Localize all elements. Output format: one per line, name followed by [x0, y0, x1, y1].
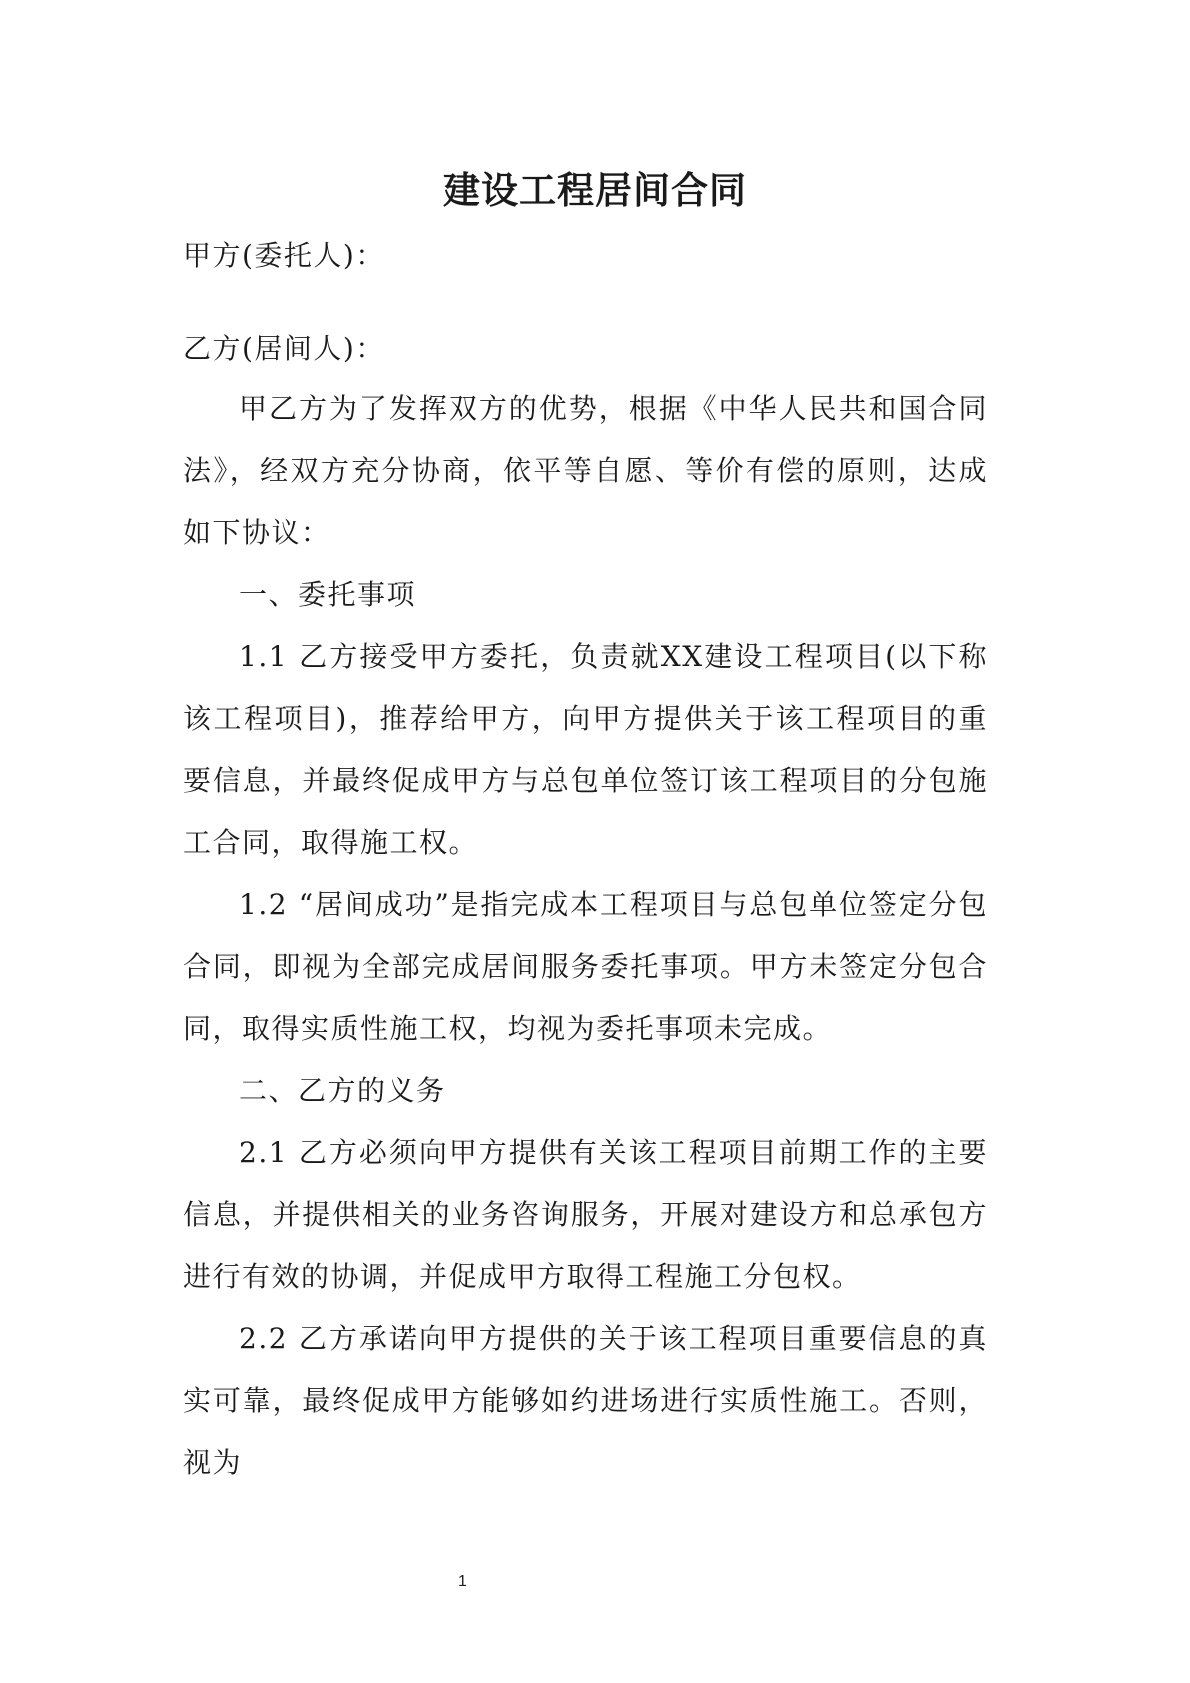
contract-body: [183, 378, 988, 1494]
clause-1-2: 1.2 “居间成功”是指完成本工程项目与总包单位签定分包合同，即视为全部完成居间服务委托事项。甲方未签定分包合同，取得实质性施工权，均视为委托事项未完成。: [183, 888, 988, 1045]
document-title: 建设工程居间合同: [443, 168, 747, 212]
section-heading-party-b-obligations: 二、乙方的义务: [239, 1074, 446, 1107]
party-a-line: 甲方(委托人)：: [183, 239, 385, 272]
clause-2-2: 2.2 乙方承诺向甲方提供的关于该工程项目重要信息的真实可靠，最终促成甲方能够如约进场进行实质性施工。否则，视为: [183, 1322, 988, 1479]
clause-1-1: 1.1 乙方接受甲方委托，负责就XX建设工程项目(以下称该工程项目)，推荐给甲方，向甲方提供关于该工程项目的重要信息，并最终促成甲方与总包单位签订该工程项目的分包施工合同，取得施工权。: [183, 640, 988, 859]
page-number: 1: [458, 1573, 467, 1590]
section-heading-entrusted-matters: 一、委托事项: [239, 578, 417, 611]
preamble-paragraph: 甲乙方为了发挥双方的优势，根据《中华人民共和国合同法》，经双方充分协商，依平等自愿、等价有偿的原则，达成如下协议：: [183, 392, 988, 549]
clause-2-1: 2.1 乙方必须向甲方提供有关该工程项目前期工作的主要信息，并提供相关的业务咨询服务，开展对建设方和总承包方进行有效的协调，并促成甲方取得工程施工分包权。: [183, 1136, 988, 1293]
party-b-line: 乙方(居间人)：: [183, 332, 385, 365]
